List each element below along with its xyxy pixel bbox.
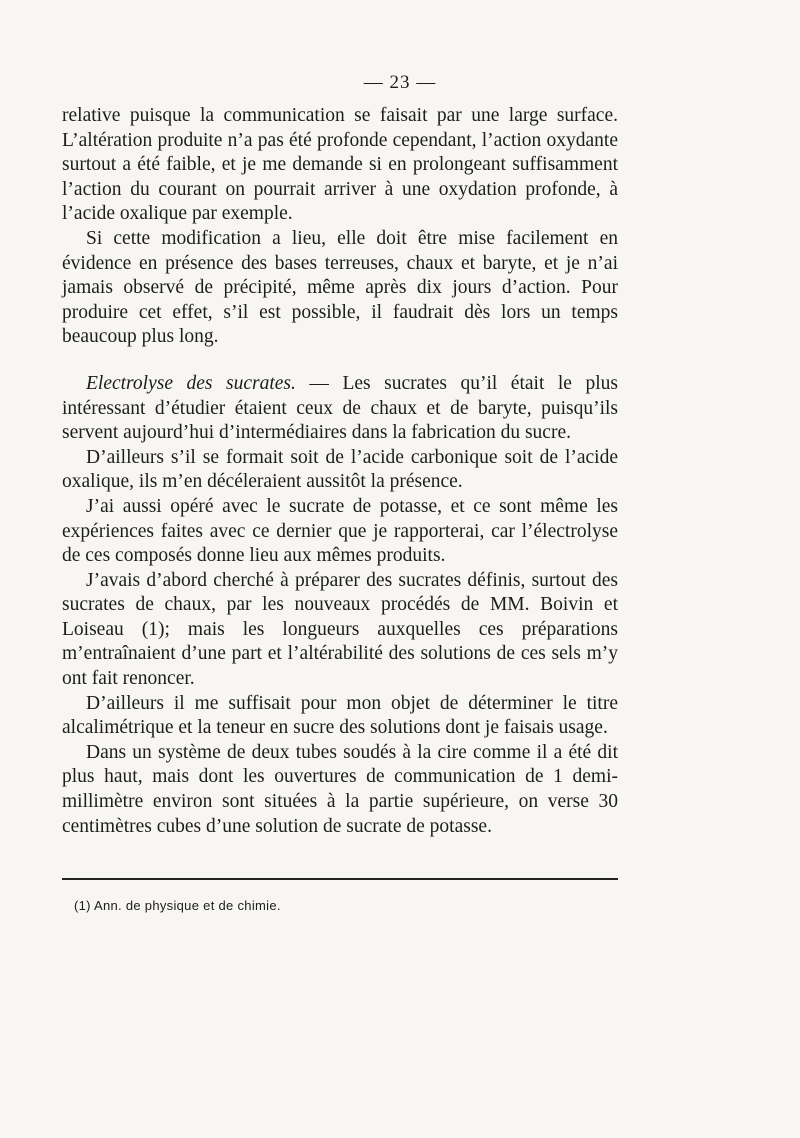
section-paragraph [62,372,618,446]
footnote: (1) Ann. de physique et de chimie. [74,898,281,913]
paragraph: J’ai aussi opéré avec le sucrate de potasse, et ce sont même les expériences faites avec ce dernier que je rapporterai, car l’électrolyse de ces composés donne lieu aux mêmes produits. [62,495,618,567]
section-lead-text: — Les sucrates qu’il était le plus intéressant d’étudier étaient ceux de chaux et de baryte, puisqu’ils servent aujourd’hui d’intermédiaires dans la fabrication du sucre. [62,372,618,444]
section-heading: Electrolyse des sucrates. [86,372,296,394]
paragraph: D’ailleurs il me suffisait pour mon objet de déterminer le titre alcalimétrique et la teneur en sucre des solutions dont je faisais usage. [62,692,618,739]
body-text [62,104,618,839]
footnote-divider [62,878,618,880]
page-number: — 23 — [363,72,437,93]
paragraph: D’ailleurs s’il se formait soit de l’acide carbonique soit de l’acide oxalique, ils m’en décéleraient aussitôt la présence. [62,446,618,493]
paragraph: Dans un système de deux tubes soudés à la cire comme il a été dit plus haut, mais dont les ouvertures de communication de 1 demi-millimètre environ sont situées à la partie supérieure, on verse 30 centimètres cubes d’une solution de sucrate de potasse. [62,741,618,837]
paragraph: Si cette modification a lieu, elle doit être mise facilement en évidence en présence des bases terreuses, chaux et baryte, et je n’ai jamais observé de précipité, même après dix jours d’action. Pour produire cet effet, s’il est possible, il faudrait dès lors un temps beaucoup plus long. [62,227,618,348]
paragraph: J’avais d’abord cherché à préparer des sucrates définis, surtout des sucrates de chaux, par les nouveaux procédés de MM. Boivin et Loiseau (1); mais les longueurs auxquelles ces préparations m’entraînaient d’une part et l’altérabilité des solutions de ces sels m’y ont fait renoncer. [62,569,618,690]
paragraph: relative puisque la communication se faisait par une large surface. L’altération produite n’a pas été profonde cependant, l’action oxydante surtout a été faible, et je me demande si en prolongeant suffisamment l’action du courant on pourrait arriver à une oxydation profonde, à l’acide oxalique par exemple. [62,105,618,225]
